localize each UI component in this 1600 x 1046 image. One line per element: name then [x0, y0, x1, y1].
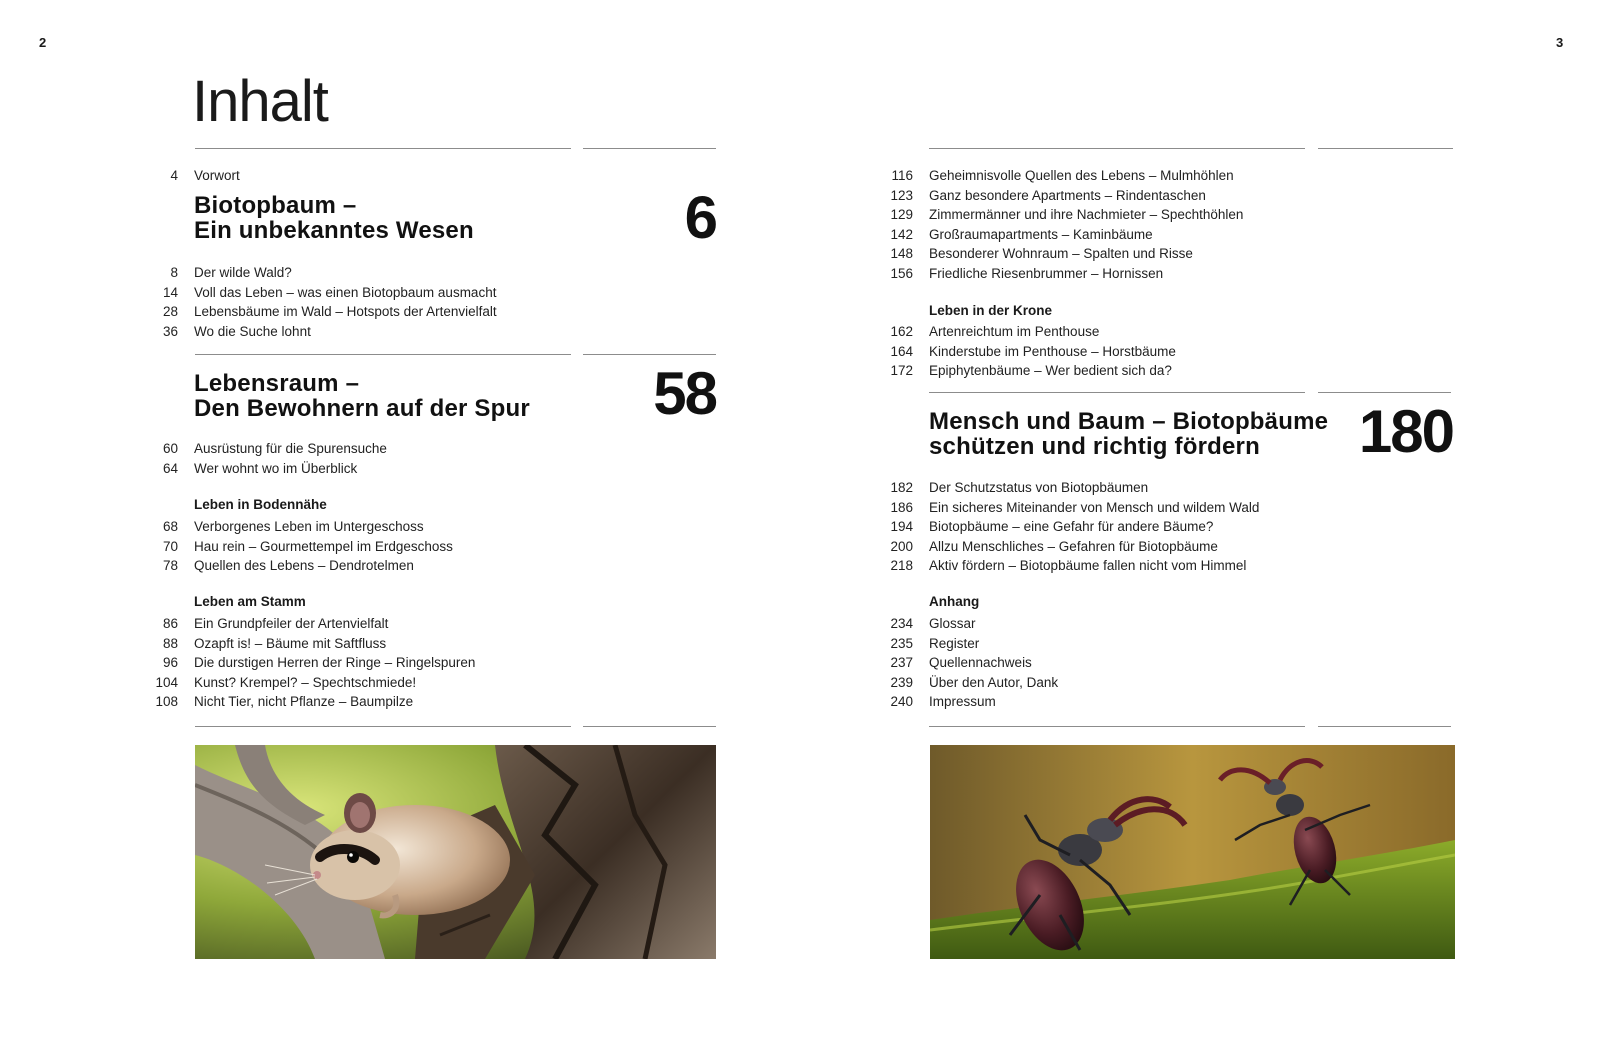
toc-entry-title: Register — [929, 635, 980, 651]
toc-entry-title: Kunst? Krempel? – Spechtschmiede! — [194, 674, 417, 690]
toc-entry-title: Ganz besondere Apartments – Rindentaschen — [929, 187, 1206, 203]
toc-entry-title: Impressum — [929, 694, 996, 709]
section-heading: Leben in der Krone — [929, 303, 1053, 318]
toc-page-number: 240 — [890, 694, 913, 709]
toc-entry-title: Wer wohnt wo im Überblick — [194, 460, 358, 476]
toc-page-number: 194 — [890, 519, 913, 534]
toc-entry-title: Artenreichtum im Penthouse — [929, 324, 1100, 339]
toc-page-number: 129 — [890, 207, 913, 222]
toc-page-number: 108 — [155, 694, 178, 709]
toc-page-number: 88 — [162, 635, 178, 651]
divider — [929, 726, 1305, 727]
toc-entry-title: Ozapft is! – Bäume mit Saftfluss — [194, 635, 387, 651]
toc-entry-title: Die durstigen Herren der Ringe – Ringelspuren — [194, 655, 476, 670]
chapter-title[interactable] — [194, 193, 474, 243]
toc-entry-title: Über den Autor, Dank — [929, 674, 1059, 690]
divider — [583, 148, 716, 149]
chapter-title-line: Lebensraum – — [194, 370, 360, 397]
toc-entry-title: Ein sicheres Miteinander von Mensch und wildem Wald — [929, 499, 1260, 515]
chapter-number: 180 — [1358, 398, 1453, 465]
toc-page-number: 239 — [890, 674, 913, 690]
toc-entry-title: Biotopbäume – eine Gefahr für andere Bäume? — [929, 519, 1214, 534]
toc-page-number: 235 — [890, 635, 913, 651]
toc-page-number: 36 — [162, 323, 178, 339]
toc-entry-title: Lebensbäume im Wald – Hotspots der Artenvielfalt — [194, 304, 497, 319]
toc-page-number: 164 — [890, 343, 913, 359]
chapter-number: 6 — [684, 184, 716, 251]
chapter-title[interactable] — [194, 371, 530, 421]
toc-entry-title: Hau rein – Gourmettempel im Erdgeschoss — [194, 538, 453, 554]
toc-entry-title: Kinderstube im Penthouse – Horstbäume — [929, 343, 1176, 359]
toc-page-number: 142 — [890, 226, 913, 242]
stag-beetles-photo — [930, 745, 1455, 959]
dormouse-photo — [195, 745, 716, 959]
chapter-title-line: Ein unbekanntes Wesen — [194, 217, 474, 244]
divider — [583, 726, 716, 727]
toc-entry-title: Der Schutzstatus von Biotopbäumen — [929, 480, 1149, 495]
toc-page-number: 8 — [170, 265, 178, 280]
toc-page-number: 172 — [890, 363, 913, 378]
divider — [1318, 726, 1451, 727]
toc-page-number: 104 — [155, 674, 178, 690]
divider — [929, 392, 1305, 393]
toc-entry-title: Ein Grundpfeiler der Artenvielfalt — [194, 616, 389, 631]
divider — [1318, 392, 1451, 393]
divider — [195, 354, 571, 355]
toc-page-number: 96 — [162, 655, 178, 670]
page-title: Inhalt — [192, 69, 328, 134]
toc-entry-title: Zimmermänner und ihre Nachmieter – Spechthöhlen — [929, 207, 1244, 222]
toc-page-number: 4 — [170, 168, 178, 183]
toc-entry-title: Ausrüstung für die Spurensuche — [194, 441, 387, 456]
section-heading: Anhang — [929, 594, 980, 609]
toc-page-number: 182 — [890, 480, 913, 495]
toc-entry-title: Geheimnisvolle Quellen des Lebens – Mulmhöhlen — [929, 168, 1234, 183]
toc-page-number: 123 — [890, 187, 913, 203]
toc-entry-title: Friedliche Riesenbrummer – Hornissen — [929, 265, 1164, 281]
toc-page-number: 14 — [162, 284, 178, 300]
toc-entry-title: Besonderer Wohnraum – Spalten und Risse — [929, 246, 1193, 261]
toc-page-number: 156 — [890, 265, 913, 281]
toc-page-number: 60 — [162, 441, 178, 456]
toc-entry-title: Voll das Leben – was einen Biotopbaum ausmacht — [194, 284, 497, 300]
chapter-title-line: schützen und richtig fördern — [929, 433, 1260, 460]
page-number-left: 2 — [39, 35, 47, 50]
page-number-right: 3 — [1556, 35, 1564, 50]
section-heading: Leben am Stamm — [194, 594, 306, 609]
chapter-title-line: Mensch und Baum – Biotopbäume — [929, 408, 1329, 435]
toc-entry-title: Quellennachweis — [929, 655, 1032, 670]
toc-entry-title: Aktiv fördern – Biotopbäume fallen nicht vom Himmel — [929, 558, 1247, 573]
chapter-title[interactable] — [929, 409, 1328, 459]
toc-entry-title: Nicht Tier, nicht Pflanze – Baumpilze — [194, 694, 414, 709]
toc-entry-title: Verborgenes Leben im Untergeschoss — [194, 519, 424, 534]
toc-page-number: 237 — [890, 655, 913, 670]
toc-entry-title: Epiphytenbäume – Wer bedient sich da? — [929, 363, 1172, 378]
toc-page-number: 64 — [162, 460, 178, 476]
toc-page-number: 78 — [162, 558, 178, 573]
toc-page-number: 86 — [162, 616, 178, 631]
divider — [929, 148, 1305, 149]
toc-entry-title: Wo die Suche lohnt — [194, 323, 311, 339]
toc-entry-title: Allzu Menschliches – Gefahren für Biotopbäume — [929, 538, 1218, 554]
chapter-number: 58 — [653, 360, 716, 427]
toc-page-number: 70 — [162, 538, 178, 554]
toc-page-number: 68 — [162, 519, 178, 534]
divider — [1318, 148, 1453, 149]
toc-entry-title: Vorwort — [194, 168, 240, 183]
divider — [195, 148, 571, 149]
toc-page-number: 200 — [890, 538, 913, 554]
divider — [195, 726, 571, 727]
toc-page-number: 218 — [890, 558, 913, 573]
toc-page-number: 148 — [890, 246, 913, 261]
section-heading: Leben in Bodennähe — [194, 497, 327, 512]
toc-page-number: 234 — [890, 616, 913, 631]
toc-page-number: 116 — [891, 168, 913, 183]
toc-page-number: 28 — [162, 304, 178, 319]
chapter-title-line: Biotopbaum – — [194, 192, 357, 219]
toc-page-number: 162 — [890, 324, 913, 339]
toc-entry-title: Glossar — [929, 616, 976, 631]
toc-entry-title: Großraumapartments – Kaminbäume — [929, 226, 1153, 242]
chapter-title-line: Den Bewohnern auf der Spur — [194, 395, 530, 422]
divider — [583, 354, 716, 355]
toc-entry-title: Quellen des Lebens – Dendrotelmen — [194, 558, 414, 573]
toc-entry-title: Der wilde Wald? — [194, 265, 292, 280]
toc-page-number: 186 — [890, 499, 913, 515]
